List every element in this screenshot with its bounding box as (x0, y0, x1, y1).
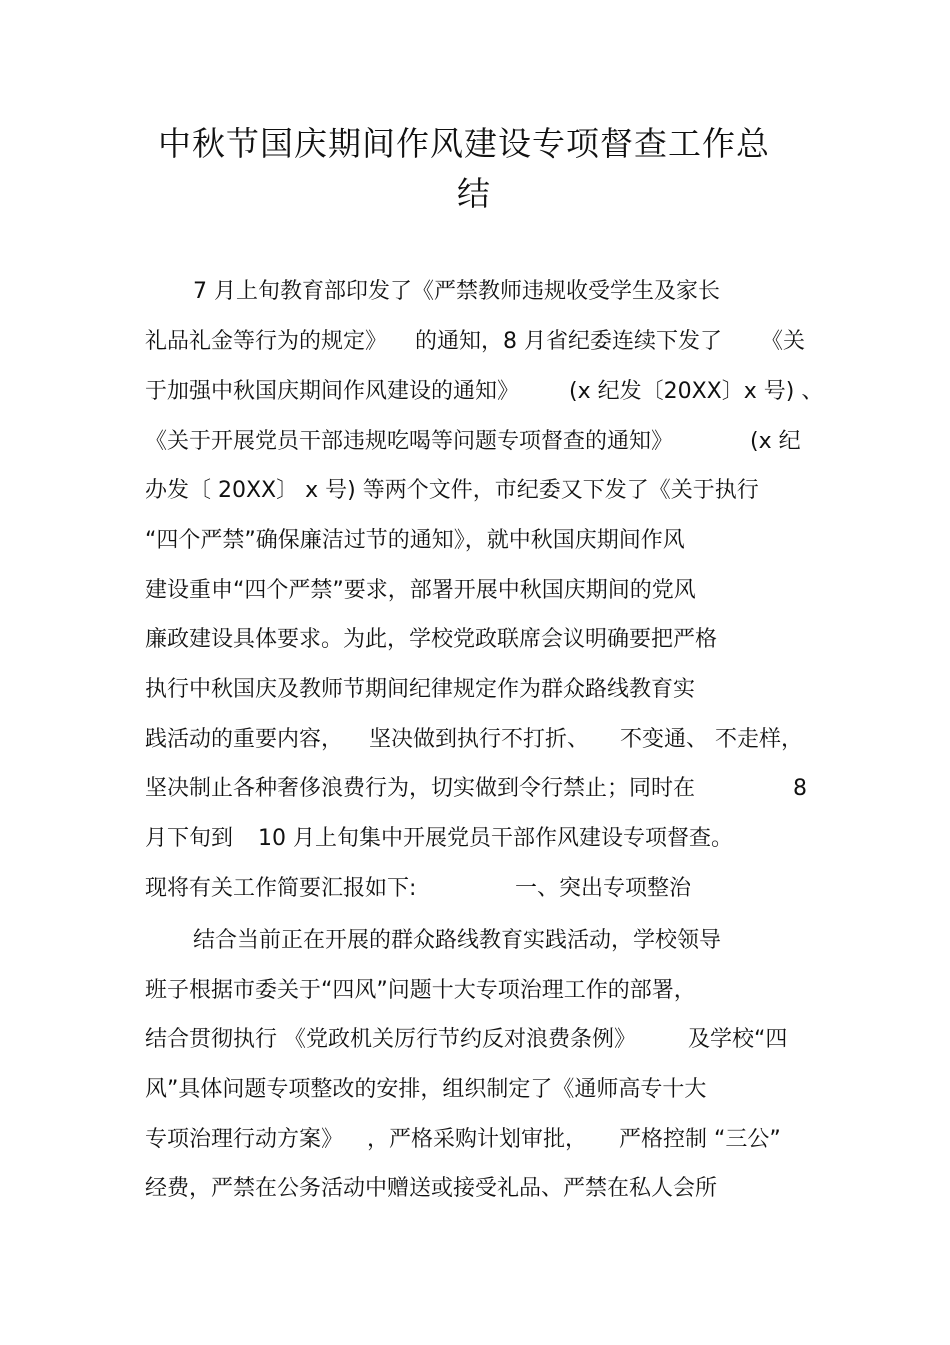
body-text: “四个严禁”确保廉洁过节的通知》，就中秋国庆期间作风 (145, 528, 685, 553)
body-text: 坚决做到执行不打折、 (369, 727, 590, 752)
body-text: 专项治理行动方案》 (145, 1127, 344, 1152)
document-title-line-2: 结 (457, 174, 490, 213)
body-text: 月下旬到 (145, 826, 234, 851)
body-text: 礼品礼金等行为的规定》 (145, 329, 388, 354)
body-text: 8 (793, 776, 807, 801)
body-text: 坚决制止各种奢侈浪费行为，切实做到令行禁止；同时在 (145, 776, 696, 801)
body-text: 7 月上旬教育部印发了《严禁教师违规收受学生及家长 (193, 279, 720, 304)
body-text: 不变通、 不走样， (620, 727, 803, 752)
body-text: 践活动的重要内容， (145, 727, 344, 752)
body-text: (x 纪发〔20XX〕x 号) 、 (569, 379, 824, 404)
body-text: 经费，严禁在公务活动中赠送或接受礼品、严禁在私人会所 (145, 1176, 718, 1201)
body-text: 风”具体问题专项整改的安排，组织制定了《通师高专十大 (145, 1077, 707, 1102)
body-text: 班子根据市委关于“四风”问题十大专项治理工作的部署， (145, 978, 696, 1003)
body-text: 10 月上旬集中开展党员干部作风建设专项督查。 (258, 826, 733, 851)
section-heading: 一、突出专项整治 (515, 876, 692, 901)
body-text: 办发〔 20XX〕 x 号) 等两个文件，市纪委又下发了《关于执行 (145, 478, 759, 503)
body-text: 建设重申“四个严禁”要求，部署开展中秋国庆期间的党风 (145, 578, 696, 603)
body-text: ，严格采购计划审批， (367, 1127, 588, 1152)
body-text: 结合贯彻执行 《党政机关厉行节约反对浪费条例》 (145, 1027, 636, 1052)
body-text: 廉政建设具体要求。为此，学校党政联席会议明确要把严格 (145, 627, 718, 652)
body-text: 于加强中秋国庆期间作风建设的通知》 (145, 379, 520, 404)
body-text: 《关 (761, 329, 806, 354)
body-text: 的通知，8 月省纪委连续下发了 (415, 329, 722, 354)
body-text: 执行中秋国庆及教师节期间纪律规定作为群众路线教育实 (145, 677, 696, 702)
body-text: 严格控制 “三公” (619, 1127, 781, 1152)
body-text: 及学校“四 (688, 1027, 788, 1052)
document-title-line-1: 中秋节国庆期间作风建设专项督查工作总 (158, 124, 770, 163)
body-text: 结合当前正在开展的群众路线教育实践活动，学校领导 (193, 928, 722, 953)
body-text: (x 纪 (750, 429, 801, 454)
body-text: 《关于开展党员干部违规吃喝等问题专项督查的通知》 (145, 429, 674, 454)
body-text: 现将有关工作简要汇报如下: (145, 876, 417, 901)
